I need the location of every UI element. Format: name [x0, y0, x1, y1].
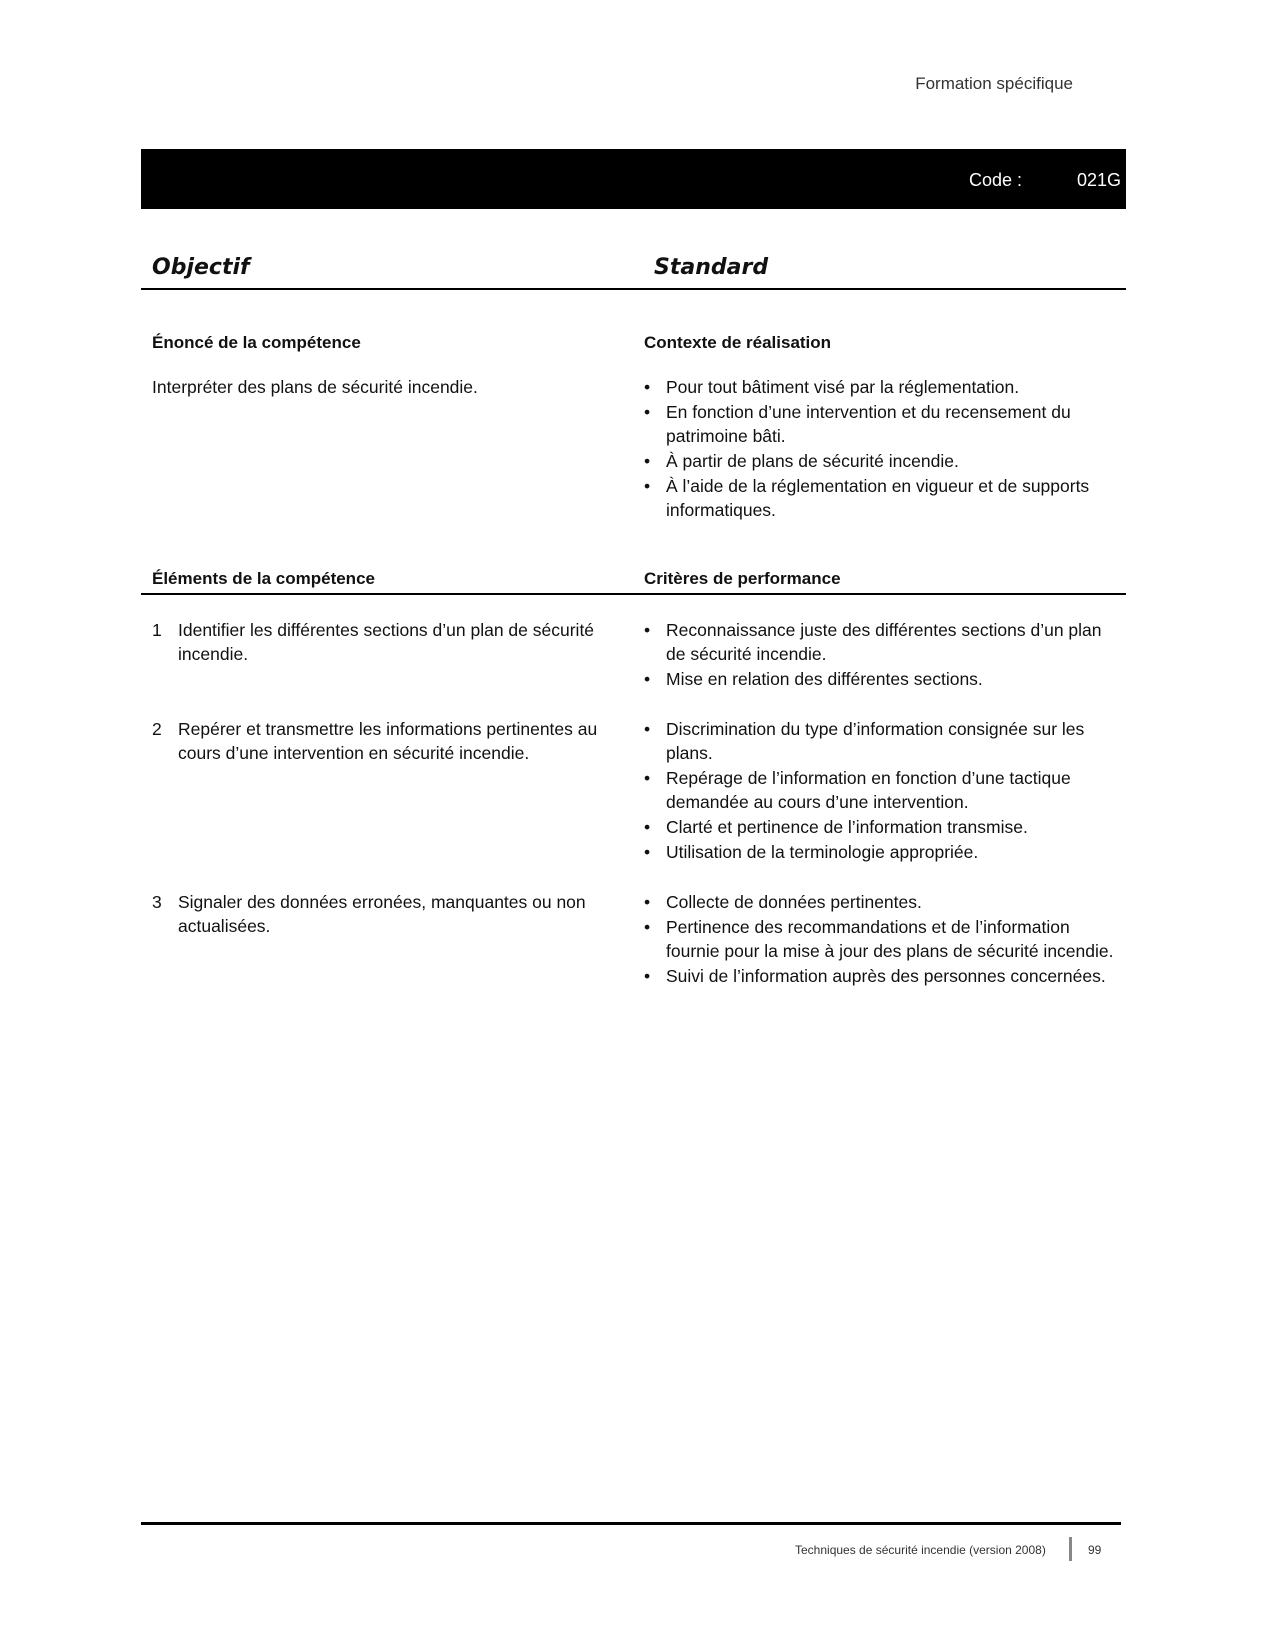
footer-separator	[1069, 1537, 1072, 1561]
enonce-title: Énoncé de la compétence	[152, 333, 361, 352]
element-number: 1	[152, 620, 162, 640]
contexte-title: Contexte de réalisation	[644, 333, 832, 352]
list-item: • À partir de plans de sécurité incendie.	[644, 449, 1124, 473]
criteria-list-1	[644, 618, 1124, 692]
list-item: • Discrimination du type d’information consignée sur les plans.	[644, 717, 1124, 765]
objective-heading: Objectif	[152, 255, 250, 280]
element-3	[152, 890, 632, 938]
section-label: Formation spécifique	[915, 74, 1073, 93]
list-item: • Collecte de données pertinentes.	[644, 890, 1124, 914]
list-item: • Mise en relation des différentes sections.	[644, 667, 1124, 691]
list-item: • Suivi de l’information auprès des personnes concernées.	[644, 964, 1124, 988]
elements-rule	[141, 593, 1126, 595]
heading-rule	[141, 288, 1126, 290]
contexte-list	[644, 375, 1124, 523]
element-text: Signaler des données erronées, manquantes ou non actualisées.	[178, 892, 586, 936]
footer-rule	[141, 1522, 1121, 1525]
elements-title: Éléments de la compétence	[152, 569, 375, 588]
list-item: • Repérage de l’information en fonction d’une tactique demandée au cours d’une intervention.	[644, 766, 1124, 814]
list-item: • Clarté et pertinence de l’information transmise.	[644, 815, 1124, 839]
list-item: • Utilisation de la terminologie appropriée.	[644, 840, 1124, 864]
footer-text: Techniques de sécurité incendie (version 2008)	[795, 1543, 1046, 1557]
page-number: 99	[1088, 1543, 1102, 1557]
list-item: • À l’aide de la réglementation en vigueur et de supports informatiques.	[644, 474, 1124, 522]
element-2	[152, 717, 632, 765]
enonce-text: Interpréter des plans de sécurité incendie.	[152, 377, 478, 397]
criteria-list-2	[644, 717, 1124, 865]
code-value: 021G	[1076, 170, 1121, 190]
element-1	[152, 618, 632, 666]
list-item: • Reconnaissance juste des différentes sections d’un plan de sécurité incendie.	[644, 618, 1124, 666]
criteria-title: Critères de performance	[644, 569, 841, 588]
element-text: Repérer et transmettre les informations pertinentes au cours d’une intervention en sécurité incendie.	[178, 719, 598, 763]
list-item: • Pertinence des recommandations et de l’information fournie pour la mise à jour des plans de sécurité incendie.	[644, 915, 1124, 963]
criteria-list-3	[644, 890, 1124, 989]
element-number: 2	[152, 719, 162, 739]
element-text: Identifier les différentes sections d’un plan de sécurité incendie.	[178, 620, 595, 664]
standard-heading: Standard	[654, 255, 769, 280]
code-label: Code :	[969, 170, 1023, 190]
list-item: • En fonction d’une intervention et du recensement du patrimoine bâti.	[644, 400, 1124, 448]
list-item: • Pour tout bâtiment visé par la réglementation.	[644, 375, 1124, 399]
element-number: 3	[152, 892, 162, 912]
